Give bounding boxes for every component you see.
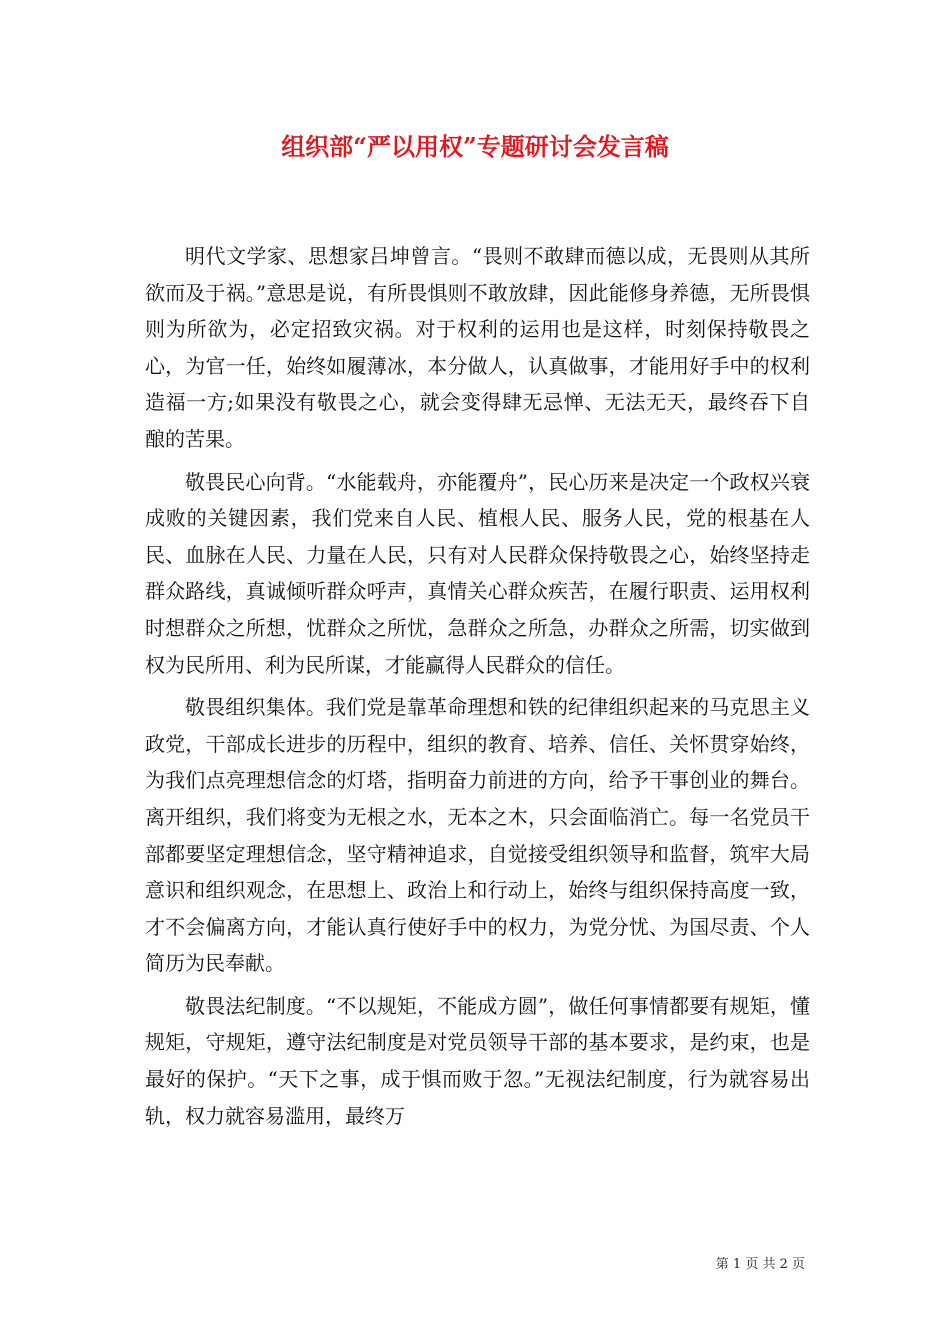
paragraph-1: 明代文学家、思想家吕坤曾言。“畏则不敢肆而德以成，无畏则从其所欲而及于祸。”意思是说，有所畏惧则不敢放肆，因此能修身养德，无所畏惧则为所欲为，必定招致灾祸。对于权利的运用也是这样，时刻保持敬畏之心，为官一任，始终如履薄冰，本分做人，认真做事，才能用好手中的权利造福一方;如果没有敬畏之心，就会变得肆无忌惮、无法无天，最终吞下自酿的苦果。 xyxy=(145,244,810,451)
document-title: 组织部“严以用权”专题研讨会发言稿 xyxy=(281,132,669,161)
page-number-footer: 第 1 页 共 2 页 xyxy=(715,1257,805,1272)
paragraph-3: 敬畏组织集体。我们党是靠革命理想和铁的纪律组织起来的马克思主义政党，干部成长进步的历程中，组织的教育、培养、信任、关怀贯穿始终，为我们点亮理想信念的灯塔，指明奋力前进的方向，给予干事创业的舞台。离开组织，我们将变为无根之水，无本之木，只会面临消亡。每一名党员干部都要坚定理想信念，坚守精神追求，自觉接受组织领导和监督，筑牢大局意识和组织观念，在思想上、政治上和行动上，始终与组织保持高度一致，才不会偏离方向，才能认真行使好手中的权力，为党分忧、为国尽责、个人简历为民奉献。 xyxy=(145,695,810,976)
paragraph-2: 敬畏民心向背。“水能载舟，亦能覆舟”，民心历来是决定一个政权兴衰成败的关键因素，我们党来自人民、植根人民、服务人民，党的根基在人民、血脉在人民、力量在人民，只有对人民群众保持敬畏之心，始终坚持走群众路线，真诚倾听群众呼声，真情关心群众疾苦，在履行职责、运用权利时想群众之所想，忧群众之所忧，急群众之所急，办群众之所需，切实做到权为民所用、利为民所谋，才能赢得人民群众的信任。 xyxy=(145,469,810,677)
paragraph-4: 敬畏法纪制度。“不以规矩，不能成方圆”，做任何事情都要有规矩，懂规矩，守规矩，遵守法纪制度是对党员领导干部的基本要求，是约束，也是最好的保护。“天下之事，成于惧而败于忽。”无视法纪制度，行为就容易出轨，权力就容易滥用，最终万 xyxy=(145,993,810,1128)
document-body xyxy=(145,238,810,1140)
